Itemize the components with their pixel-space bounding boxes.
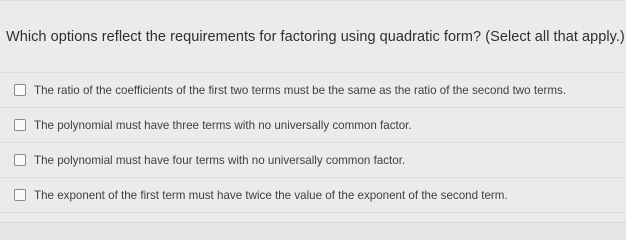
answer-option[interactable] — [0, 108, 626, 143]
answer-option-label: The ratio of the coefficients of the first two terms must be the same as the ratio of the second two terms. — [34, 83, 567, 97]
checkbox-icon[interactable] — [14, 154, 26, 166]
top-divider — [0, 0, 626, 1]
checkbox-icon[interactable] — [14, 189, 26, 201]
answer-option[interactable] — [0, 178, 626, 213]
bottom-divider — [0, 222, 626, 240]
answer-option[interactable] — [0, 143, 626, 178]
question-prompt: Which options reflect the requirements for factoring using quadratic form? (Select all that apply.) — [6, 29, 625, 45]
answer-options-list — [0, 72, 626, 213]
answer-option-label: The polynomial must have four terms with no universally common factor. — [34, 153, 406, 167]
answer-option-label: The polynomial must have three terms with no universally common factor. — [34, 118, 412, 132]
answer-option-label: The exponent of the first term must have twice the value of the exponent of the second term. — [34, 188, 508, 202]
checkbox-icon[interactable] — [14, 84, 26, 96]
answer-option[interactable] — [0, 72, 626, 108]
checkbox-icon[interactable] — [14, 119, 26, 131]
